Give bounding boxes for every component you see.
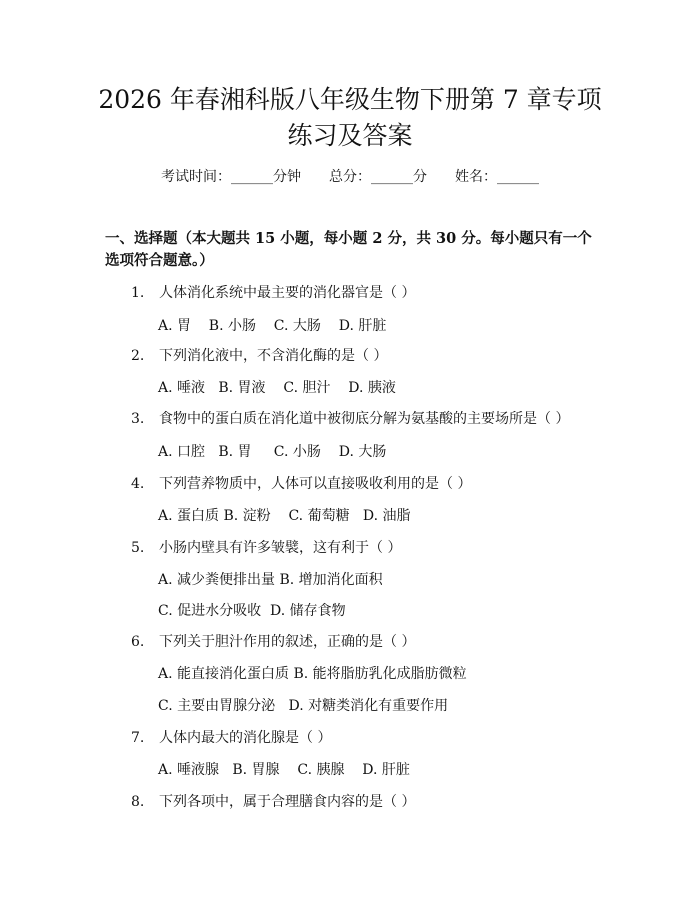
question-number: 8. [131, 794, 145, 810]
question-text: 下列营养物质中，人体可以直接吸收利用的是（ ） [159, 476, 472, 492]
question-text: 下列关于胆汁作用的叙述，正确的是（ ） [159, 634, 416, 650]
question-stem [131, 474, 471, 494]
question-text: 人体内最大的消化腺是（ ） [159, 730, 332, 746]
question-text: 食物中的蛋白质在消化道中被彻底分解为氨基酸的主要场所是（ ） [159, 411, 570, 427]
question-stem [131, 409, 569, 429]
question-options: A. 减少粪便排出量 B. 增加消化面积 [158, 572, 383, 588]
question-options: C. 主要由胃腺分泌 D. 对糖类消化有重要作用 [158, 698, 449, 714]
question-number: 7. [131, 730, 145, 746]
question-stem [131, 283, 415, 303]
question-text: 下列消化液中，不含消化酶的是（ ） [159, 348, 388, 364]
question-options: A. 蛋白质 B. 淀粉 C. 葡萄糖 D. 油脂 [158, 508, 411, 524]
question-number: 2. [131, 348, 145, 364]
question-stem [131, 346, 387, 366]
question-options: A. 唾液 B. 胃液 C. 胆汁 D. 胰液 [158, 380, 396, 396]
exam-meta-line [0, 167, 700, 187]
question-text: 人体消化系统中最主要的消化器官是（ ） [159, 285, 416, 301]
question-number: 4. [131, 476, 145, 492]
student-name-field: 姓名：______ [455, 169, 539, 185]
question-number: 5. [131, 540, 145, 556]
question-options: A. 唾液腺 B. 胃腺 C. 胰腺 D. 肝脏 [158, 762, 410, 778]
question-number: 6. [131, 634, 145, 650]
section-heading: 一、选择题（本大题共 15 小题，每小题 2 分，共 30 分。每小题只有一个选项符合题意。） [105, 230, 592, 269]
question-stem [131, 792, 415, 812]
total-score-field: 总分：______分 [329, 169, 427, 185]
question-stem [131, 538, 401, 558]
question-options: A. 胃 B. 小肠 C. 大肠 D. 肝脏 [158, 318, 387, 334]
question-text: 小肠内壁具有许多皱襞，这有利于（ ） [159, 540, 402, 556]
question-text: 下列各项中，属于合理膳食内容的是（ ） [159, 794, 416, 810]
question-options: A. 口腔 B. 胃 C. 小肠 D. 大肠 [158, 444, 387, 460]
exam-time-field: 考试时间：______分钟 [161, 169, 301, 185]
question-options: C. 促进水分吸收 D. 储存食物 [158, 603, 346, 619]
question-number: 3. [131, 411, 145, 427]
document-title-line-2: 练习及答案 [287, 121, 413, 150]
question-number: 1. [131, 285, 145, 301]
question-stem [131, 728, 331, 748]
document-title-line-1: 2026 年春湘科版八年级生物下册第 7 章专项 [98, 85, 602, 114]
question-options: A. 能直接消化蛋白质 B. 能将脂肪乳化成脂肪微粒 [158, 666, 467, 682]
question-stem [131, 632, 415, 652]
